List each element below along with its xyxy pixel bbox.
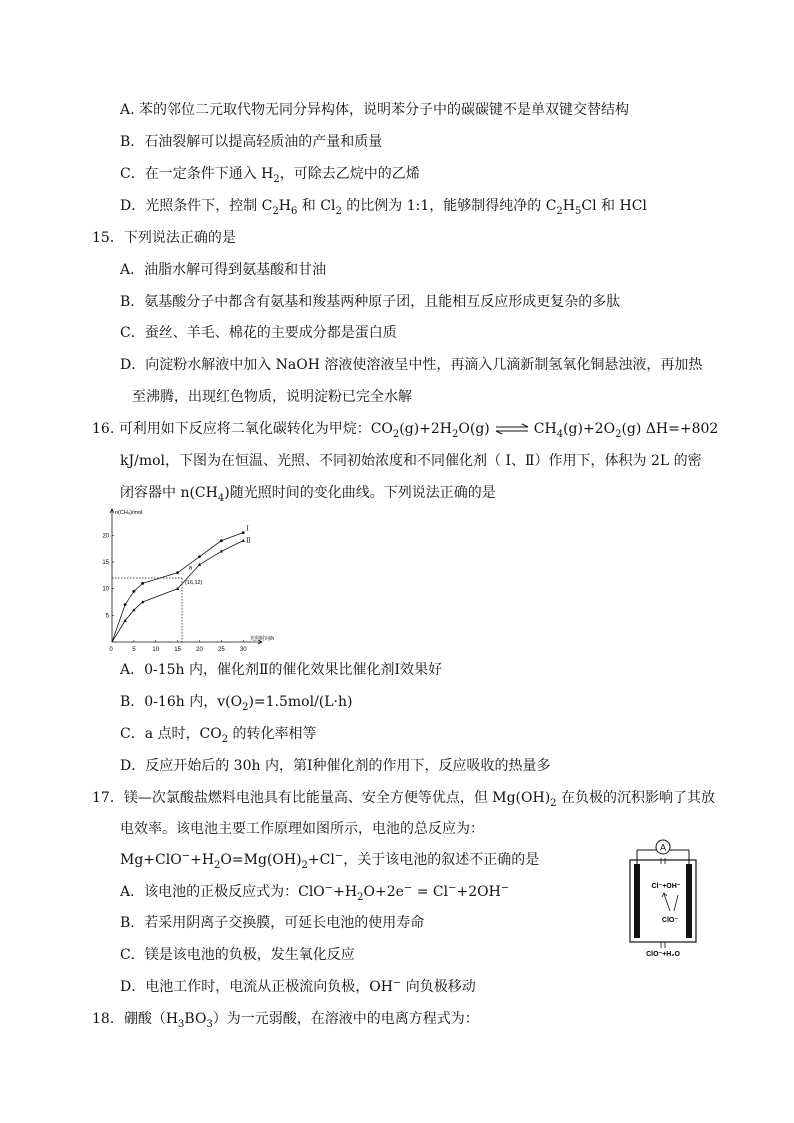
q15-stem: 15．下列说法正确的是: [92, 230, 236, 246]
q17-stem-line3: $Mg+ClO^-+H_2O=Mg(OH)_2+Cl^-$，关于该电池的叙述不正确的是: [120, 850, 540, 871]
y-tick-label: 5: [105, 613, 109, 620]
q15-option-d-line2: 至沸腾，出现红色物质，说明淀粉已完全水解: [132, 389, 412, 405]
ammeter-label: A: [659, 842, 667, 853]
reversible-arrow-icon: [494, 424, 530, 434]
series-label: Ⅰ: [246, 524, 249, 533]
q16-stem-line2: kJ/mol，下图为在恒温、光照、不同初始浓度和不同催化剂（ Ⅰ、Ⅱ）作用下，体积为 2L 的密: [120, 453, 702, 469]
x-tick-label: 15: [174, 647, 181, 653]
x-tick-label: 20: [196, 647, 203, 653]
chart-ticks: [102, 533, 247, 653]
x-tick-label: 0: [109, 647, 113, 653]
ch4-time-chart: [100, 505, 275, 655]
q15-option-c: C．蚕丝、羊毛、棉花的主要成分都是蛋白质: [120, 325, 397, 341]
x-tick-label: 30: [239, 647, 247, 653]
negative-electrode: [634, 864, 640, 938]
ion-clo-label: ClO⁻: [661, 917, 679, 924]
positive-electrode: [686, 864, 692, 938]
series-point: [124, 603, 127, 606]
series-point: [242, 531, 245, 534]
inflow-label: ClO⁻+H₂O: [646, 951, 680, 958]
y-axis-label: n(CH₄)/mol: [115, 510, 143, 516]
q16-option-b: B．0-16h 内，$v(O_2)=1.5mol/(L\cdot h)$: [120, 694, 353, 713]
q16-option-c: C．a 点时，$CO_2$ 的转化率相等: [120, 726, 317, 745]
battery-diagram: [628, 836, 698, 958]
q16-option-a: A．0-15h 内，催化剂Ⅱ的催化效果比催化剂Ⅰ效果好: [120, 662, 443, 678]
x-tick-label: 5: [132, 647, 136, 653]
q17-option-b: B．若采用阴离子交换膜，可延长电池的使用寿命: [120, 915, 425, 931]
series-point: [220, 539, 223, 542]
q17-option-c: C．镁是该电池的负极，发生氧化反应: [120, 947, 355, 963]
series-point: [242, 539, 245, 542]
q14-option-c: C．在一定条件下通入 $H_2$，可除去乙烷中的乙烯: [120, 166, 420, 185]
x-tick-label: 10: [152, 647, 160, 653]
chart-series: [112, 525, 251, 642]
q15-option-d-line1: D．向淀粉水解液中加入 NaOH 溶液使溶液呈中性，再滴入几滴新制氢氧化铜悬浊液，再加热: [120, 357, 703, 373]
annotation-label: (16,12): [185, 580, 203, 586]
series-label: Ⅱ: [246, 536, 251, 545]
y-tick-label: 15: [102, 560, 109, 566]
q14-option-a: A. 苯的邻位二元取代物无同分异构体，说明苯分子中的碳碳键不是单双键交替结构: [120, 102, 630, 118]
x-tick-label: 25: [218, 647, 225, 653]
q14-option-d: D．光照条件下，控制 $C_2H_6$ 和 $Cl_2$ 的比例为 1:1，能够制得纯净的 $C_2H_5Cl$ 和 HCl: [120, 198, 647, 217]
q16-stem-line3: 闭容器中 $n(CH_4)$随光照时间的变化曲线。下列说法正确的是: [120, 485, 496, 504]
q17-option-d: D．电池工作时，电流从正极流向负极，OH− 向负极移动: [120, 977, 476, 995]
series-line: [112, 541, 243, 642]
series-point: [176, 571, 179, 574]
series-point: [132, 590, 135, 593]
q17-stem-line1: 17．镁—次氯酸盐燃料电池具有比能量高、安全方便等优点，但 $Mg(OH)_2$ 在负极的沉积影响了其放: [92, 790, 715, 809]
q15-option-b: B．氨基酸分子中都含有氨基和羧基两种原子团，且能相互反应形成更复杂的多肽: [120, 294, 621, 310]
q17-stem-line2: 电效率。该电池主要工作原理如图所示，电池的总反应为：: [120, 821, 484, 837]
point-a-label: a: [188, 565, 192, 572]
x-axis-label: 光照时间/h: [250, 636, 275, 642]
series-point: [198, 555, 201, 558]
q14-option-b: B．石油裂解可以提高轻质油的产量和质量: [120, 134, 383, 150]
ions-cl-oh-label: Cl⁻+OH⁻: [651, 883, 681, 890]
q16-stem-line1: 16. 可利用如下反应将二氧化碳转化为甲烷：$CO_2(g)+2H_2O(g)$ $CH_4(g)+2O_2(g)$ ΔH=+802: [92, 421, 719, 440]
q18-stem: 18．硼酸$(H_3BO_3)$为一元弱酸，在溶液中的电离方程式为：: [92, 1011, 479, 1030]
q17-option-a: A．该电池的正极反应式为：$ClO^-+H_2O+2e^- = Cl^-+2OH^-$: [120, 882, 510, 903]
series-point: [141, 582, 144, 585]
q16-option-d: D．反应开始后的 30h 内，第Ⅰ种催化剂的作用下，反应吸收的热量多: [120, 758, 551, 774]
y-tick-label: 10: [102, 586, 109, 593]
q15-option-a: A．油脂水解可得到氨基酸和甘油: [120, 262, 327, 278]
chart-axes: [110, 509, 274, 644]
y-tick-label: 20: [102, 533, 109, 540]
